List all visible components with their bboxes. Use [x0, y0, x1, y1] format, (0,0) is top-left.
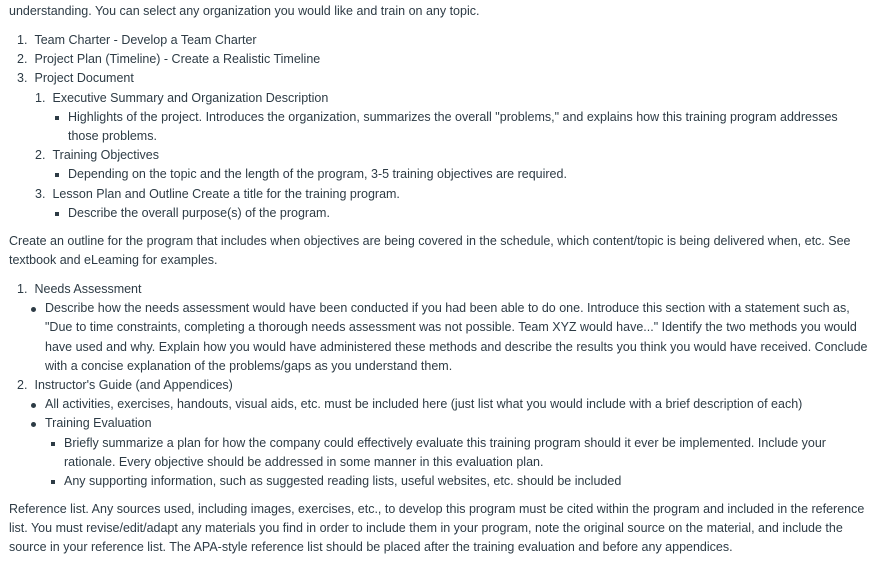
outline-paragraph: Create an outline for the program that includes when objectives are being covered in the schedule, which content/topic is being delivered when, etc. See textbook and eLeaming for examples.: [9, 234, 851, 268]
square-bullet-icon: [51, 442, 55, 446]
assessment-list: [17, 280, 877, 491]
list-item: Describe how the needs assessment would have been conducted if you had been able to do one. Introduce this section with a statement such as, "Due to time constraints, completing a thorough needs assessment was not possible. Team XYZ would have..." Identify the two methods you would have used and why. Explain how you would have administered these methods and describe the results you think you would have received. Conclude with a concise explanation of the problems/gaps as you understand them.: [17, 299, 877, 376]
list-item: Depending on the topic and the length of the program, 3-5 training objectives are required.: [35, 165, 877, 184]
square-bullet-icon: [55, 212, 59, 216]
list-item: 3. Project Document: [17, 71, 134, 86]
list-item: 1. Executive Summary and Organization Description: [35, 90, 329, 105]
list-item: 3. Lesson Plan and Outline Create a title for the training program.: [35, 186, 400, 201]
square-bullet-icon: [55, 116, 59, 120]
project-document-sublist: [17, 89, 877, 223]
project-list: [17, 31, 877, 223]
list-item: 2. Project Plan (Timeline) - Create a Realistic Timeline: [17, 52, 321, 67]
circle-bullet-icon: [31, 307, 36, 312]
list-item: Briefly summarize a plan for how the company could effectively evaluate this training program should it ever be implemented. Include your rationale. Every objective should be addressed in some manner in this evaluation plan.: [17, 434, 877, 472]
list-item: All activities, exercises, handouts, visual aids, etc. must be included here (just list what you would include with a brief description of each): [17, 395, 877, 414]
square-bullet-icon: [55, 173, 59, 177]
list-item: Describe the overall purpose(s) of the program.: [35, 204, 877, 223]
list-item: Any supporting information, such as suggested reading lists, useful websites, etc. should be included: [17, 472, 877, 491]
list-item: Highlights of the project. Introduces the organization, summarizes the overall "problems," and explains how this training program addresses those problems.: [35, 108, 877, 146]
list-item: Training Evaluation: [17, 414, 877, 433]
list-item: 2. Instructor's Guide (and Appendices): [17, 378, 233, 393]
list-item: 1. Needs Assessment: [17, 282, 142, 296]
list-item: 1. Team Charter - Develop a Team Charter: [17, 33, 257, 47]
square-bullet-icon: [51, 480, 55, 484]
intro-text: understanding. You can select any organization you would like and train on any topic.: [9, 4, 480, 18]
circle-bullet-icon: [31, 422, 36, 427]
list-item: 2. Training Objectives: [35, 148, 160, 163]
circle-bullet-icon: [31, 403, 36, 408]
reference-paragraph: Reference list. Any sources used, including images, exercises, etc., to develop this program must be cited within the program and included in the reference list. You must revise/edit/adapt any materials you find in order to include them in your program, note the original source on the material, and include the source in your reference list. The APA-style reference list should be placed after the training evaluation and before any appendices.: [9, 502, 865, 555]
